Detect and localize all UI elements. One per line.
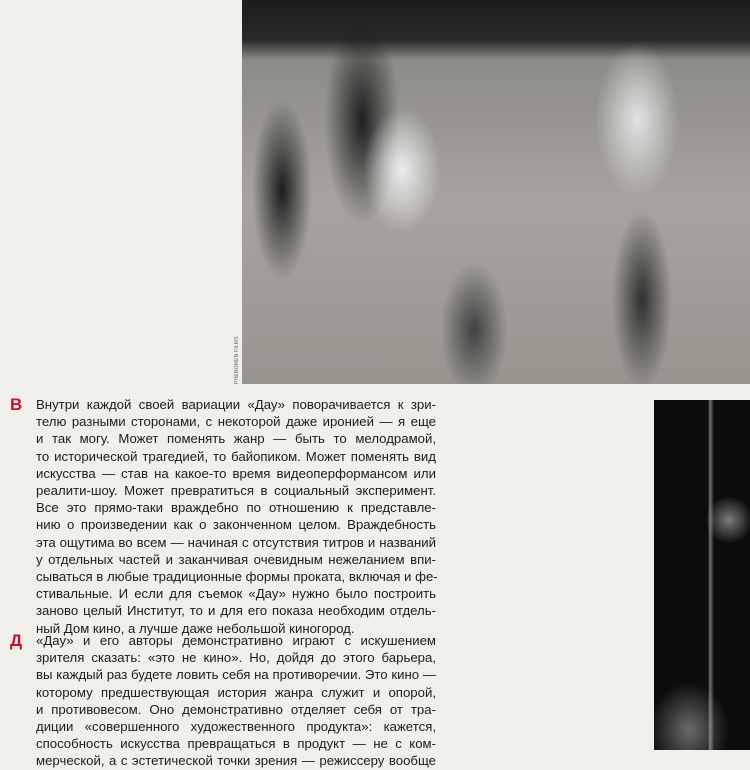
text-line: ный Дом кино, а лучше даже небольшой киногород. [36, 620, 355, 636]
text-line: «Дау» и его авторы демонстративно играют с искушением [36, 633, 436, 648]
text-line: Все это прямо-таки враждебно по отношению к представле- [36, 500, 436, 516]
text-line: эта ощутима во всем — начиная с отсутствия титров и названий [36, 534, 436, 550]
dropcap-1: В [10, 395, 23, 414]
text-line: у отдельных частей и заканчивая очевидным нежеланием впи- [36, 551, 436, 567]
text-line: вы каждый раз будете ловить себя на противоречии. Это кино — [36, 667, 436, 683]
text-line: сываться в любые традиционные формы проката, включая и фе- [36, 569, 438, 585]
text-line: диции «совершенного художественного продукта»: кажется, [36, 719, 436, 735]
text-line: нию о произведении как о законченном целом. Враждебность [36, 517, 436, 533]
text-line: мерческой, а с эстетической точки зрения — режиссеру вообще [36, 753, 436, 769]
text-line: телю разными сторонами, с некоторой даже иронией — я еще [36, 414, 436, 430]
paragraph-2 [36, 632, 436, 770]
paragraph-1 [36, 396, 436, 637]
text-line: искусства — став на какое-то время видеоперформансом или [36, 465, 436, 481]
text-line: Внутри каждой своей вариации «Дау» поворачивается к зри- [36, 397, 436, 412]
dropcap-2: Д [10, 631, 23, 650]
text-line: и так могу. Может поменять жанр — быть то мелодрамой, [36, 431, 436, 447]
text-line: которому предшествующая история жанра служит и опорой, [36, 684, 436, 700]
photo-right [654, 400, 750, 750]
text-line: зрителя сказать: «это не кино». Но, дойдя до этого барьера, [36, 650, 436, 666]
text-line: стивальные. И если для съемок «Дау» нужно было построить [36, 586, 436, 602]
text-line: реалити-шоу. Может превратиться в социальный эксперимент. [36, 483, 436, 499]
photo-top [242, 0, 750, 384]
text-line: и противовесом. Оно демонстративно отделяет себя от тра- [36, 701, 436, 717]
text-line: способность искусства превращаться в продукт — не с ком- [36, 736, 436, 752]
text-line: то исторической трагедией, то байопиком. Может поменять вид [36, 448, 436, 464]
text-line: заново целый Институт, то и для его показа необходим отдель- [36, 603, 436, 619]
photo-credit: PHENOMEN FILMS [234, 336, 240, 384]
